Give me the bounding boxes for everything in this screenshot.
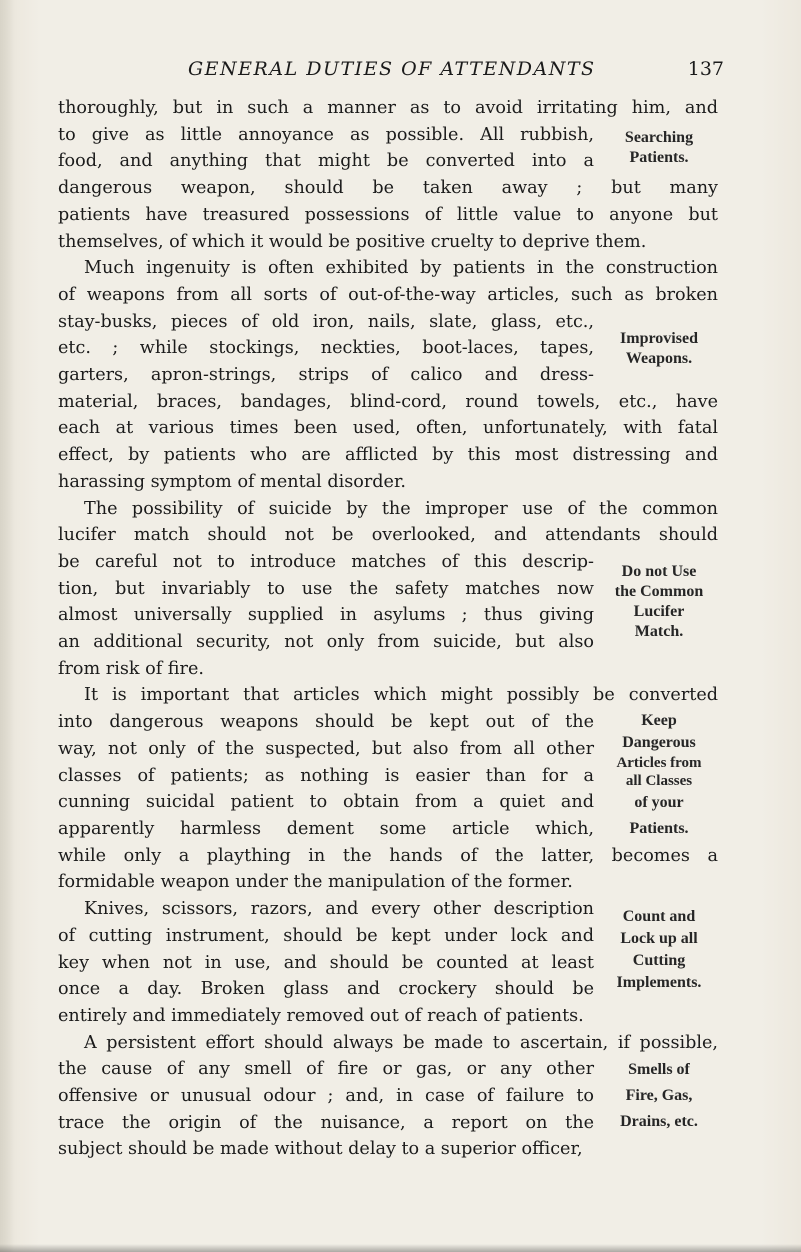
text-line: Much ingenuity is often exhibited by patients in the construction	[84, 258, 718, 279]
text-line: apparently harmless dement some article which,	[58, 818, 594, 839]
text-line: harassing symptom of mental disorder.	[58, 471, 407, 492]
text-line: while only a plaything in the hands of the latter, becomes a	[58, 845, 718, 866]
page-number: 137	[687, 58, 724, 80]
text-line: A persistent effort should always be made to ascertain, if possible,	[84, 1032, 718, 1053]
text-line: lucifer match should not be overlooked, and attendants should	[58, 525, 718, 546]
wrapped-lines-with-side-note	[58, 309, 718, 389]
side-note-line: Keep	[641, 711, 677, 729]
text-line: food, and anything that might be converted into a	[58, 151, 594, 172]
text-line: the cause of any smell of fire or gas, or any other	[58, 1059, 594, 1080]
text-line: garters, apron-strings, strips of calico and dress-	[58, 365, 594, 386]
wrapped-lines	[58, 549, 594, 656]
text-line: formidable weapon under the manipulation of the former.	[58, 872, 573, 893]
wrapped-lines-with-side-note	[58, 122, 718, 175]
paragraph-smells	[58, 1030, 718, 1164]
text-column	[58, 95, 718, 1163]
side-note-line: Smells of	[628, 1061, 690, 1079]
wrapped-lines	[58, 309, 594, 389]
side-note-line: all Classes	[625, 772, 693, 789]
side-note-line: Weapons.	[625, 349, 693, 367]
side-note-line: Fire, Gas,	[625, 1087, 693, 1105]
text-line: an additional security, not only from suicide, but also	[58, 632, 594, 653]
wrapped-lines	[58, 122, 594, 175]
side-note-line: the Common	[614, 583, 704, 601]
text-line: cunning suicidal patient to obtain from a quiet and	[58, 792, 594, 813]
text-line: way, not only of the suspected, but also from all other	[58, 738, 594, 759]
text-line: entirely and immediately removed out of reach of patients.	[58, 1005, 584, 1026]
paragraph-improvised-weapons	[58, 255, 718, 495]
side-note-line: Improvised	[620, 329, 698, 347]
wrapped-lines	[58, 709, 594, 843]
text-line: of weapons from all sorts of out-of-the-way articles, such as broken	[58, 284, 718, 305]
text-line: classes of patients; as nothing is easier than for a	[58, 765, 594, 786]
text-line: themselves, of which it would be positive cruelty to deprive them.	[58, 231, 647, 252]
text-line: once a day. Broken glass and crockery should be	[58, 979, 594, 1000]
text-line: dangerous weapon, should be taken away ; but many	[58, 178, 718, 199]
side-note-dangerous-articles	[600, 710, 718, 842]
paragraph-cutting-implements	[58, 896, 718, 1030]
page-bottom-shadow	[0, 1244, 801, 1252]
text-line: subject should be made without delay to a superior officer,	[58, 1139, 583, 1160]
wrapped-lines-with-side-note	[58, 709, 718, 843]
side-note-line: Patients.	[629, 819, 689, 837]
text-line: Knives, scissors, razors, and every other description	[84, 899, 594, 920]
text-line: almost universally supplied in asylums ; thus giving	[58, 605, 594, 626]
text-line: thoroughly, but in such a manner as to avoid irritating him, and	[58, 98, 718, 118]
book-page	[58, 28, 724, 1233]
side-note-smells	[600, 1057, 718, 1135]
wrapped-lines-with-side-note	[58, 896, 718, 1003]
side-note-line: Lock up all	[620, 929, 698, 947]
running-head: GENERAL DUTIES OF ATTENDANTS	[188, 58, 596, 80]
paragraph-searching-patients	[58, 95, 718, 255]
text-line: patients have treasured possessions of little value to anyone but	[58, 204, 718, 225]
text-line: key when not in use, and should be counted at least	[58, 952, 594, 973]
side-note-line: Searching	[624, 129, 694, 147]
side-note-line: Lucifer	[633, 603, 685, 621]
text-line: each at various times been used, often, unfortunately, with fatal	[58, 418, 718, 439]
text-line: into dangerous weapons should be kept out of the	[58, 712, 594, 733]
text-line: from risk of fire.	[58, 658, 204, 679]
page-spine-shadow	[0, 0, 14, 1252]
text-line: The possibility of suicide by the improper use of the common	[84, 498, 718, 519]
wrapped-lines-with-side-note	[58, 1056, 718, 1136]
text-line: offensive or unusual odour ; and, in case of failure to	[58, 1086, 594, 1107]
side-note-line: Implements.	[616, 973, 702, 991]
paragraph-dangerous-articles	[58, 682, 718, 896]
text-line: etc. ; while stockings, neckties, boot-laces, tapes,	[58, 338, 594, 359]
side-note-cutting-implements	[600, 906, 718, 994]
side-note-line: Dangerous	[622, 733, 696, 751]
paragraph-lucifer-match	[58, 496, 718, 683]
text-line: stay-busks, pieces of old iron, nails, slate, glass, etc.,	[58, 311, 594, 332]
side-note-line: Count and	[622, 907, 696, 925]
side-note-line: Drains, etc.	[620, 1113, 698, 1131]
side-note-searching-patients	[600, 128, 718, 168]
page-header	[58, 28, 724, 80]
side-note-line: Do not Use	[621, 563, 697, 581]
wrapped-lines-with-side-note	[58, 549, 718, 656]
side-note-lucifer-match	[600, 562, 718, 642]
text-line: effect, by patients who are afflicted by this most distressing and	[58, 445, 718, 466]
text-line: trace the origin of the nuisance, a report on the	[58, 1112, 594, 1133]
side-note-improvised-weapons	[600, 329, 718, 369]
text-line: to give as little annoyance as possible. All rubbish,	[58, 124, 594, 145]
wrapped-lines	[58, 896, 594, 1003]
text-line: It is important that articles which might possibly be converted	[84, 685, 718, 706]
side-note-line: Cutting	[632, 951, 686, 969]
text-line: tion, but invariably to use the safety matches now	[58, 578, 594, 599]
text-line: of cutting instrument, should be kept under lock and	[58, 925, 594, 946]
side-note-line: Patients.	[629, 149, 689, 167]
side-note-line: of your	[634, 793, 684, 811]
text-line: material, braces, bandages, blind-cord, round towels, etc., have	[58, 391, 718, 412]
text-line: be careful not to introduce matches of this descrip-	[58, 551, 594, 572]
side-note-line: Match.	[634, 623, 684, 641]
side-note-line: Articles from	[616, 754, 702, 771]
wrapped-lines	[58, 1056, 594, 1136]
